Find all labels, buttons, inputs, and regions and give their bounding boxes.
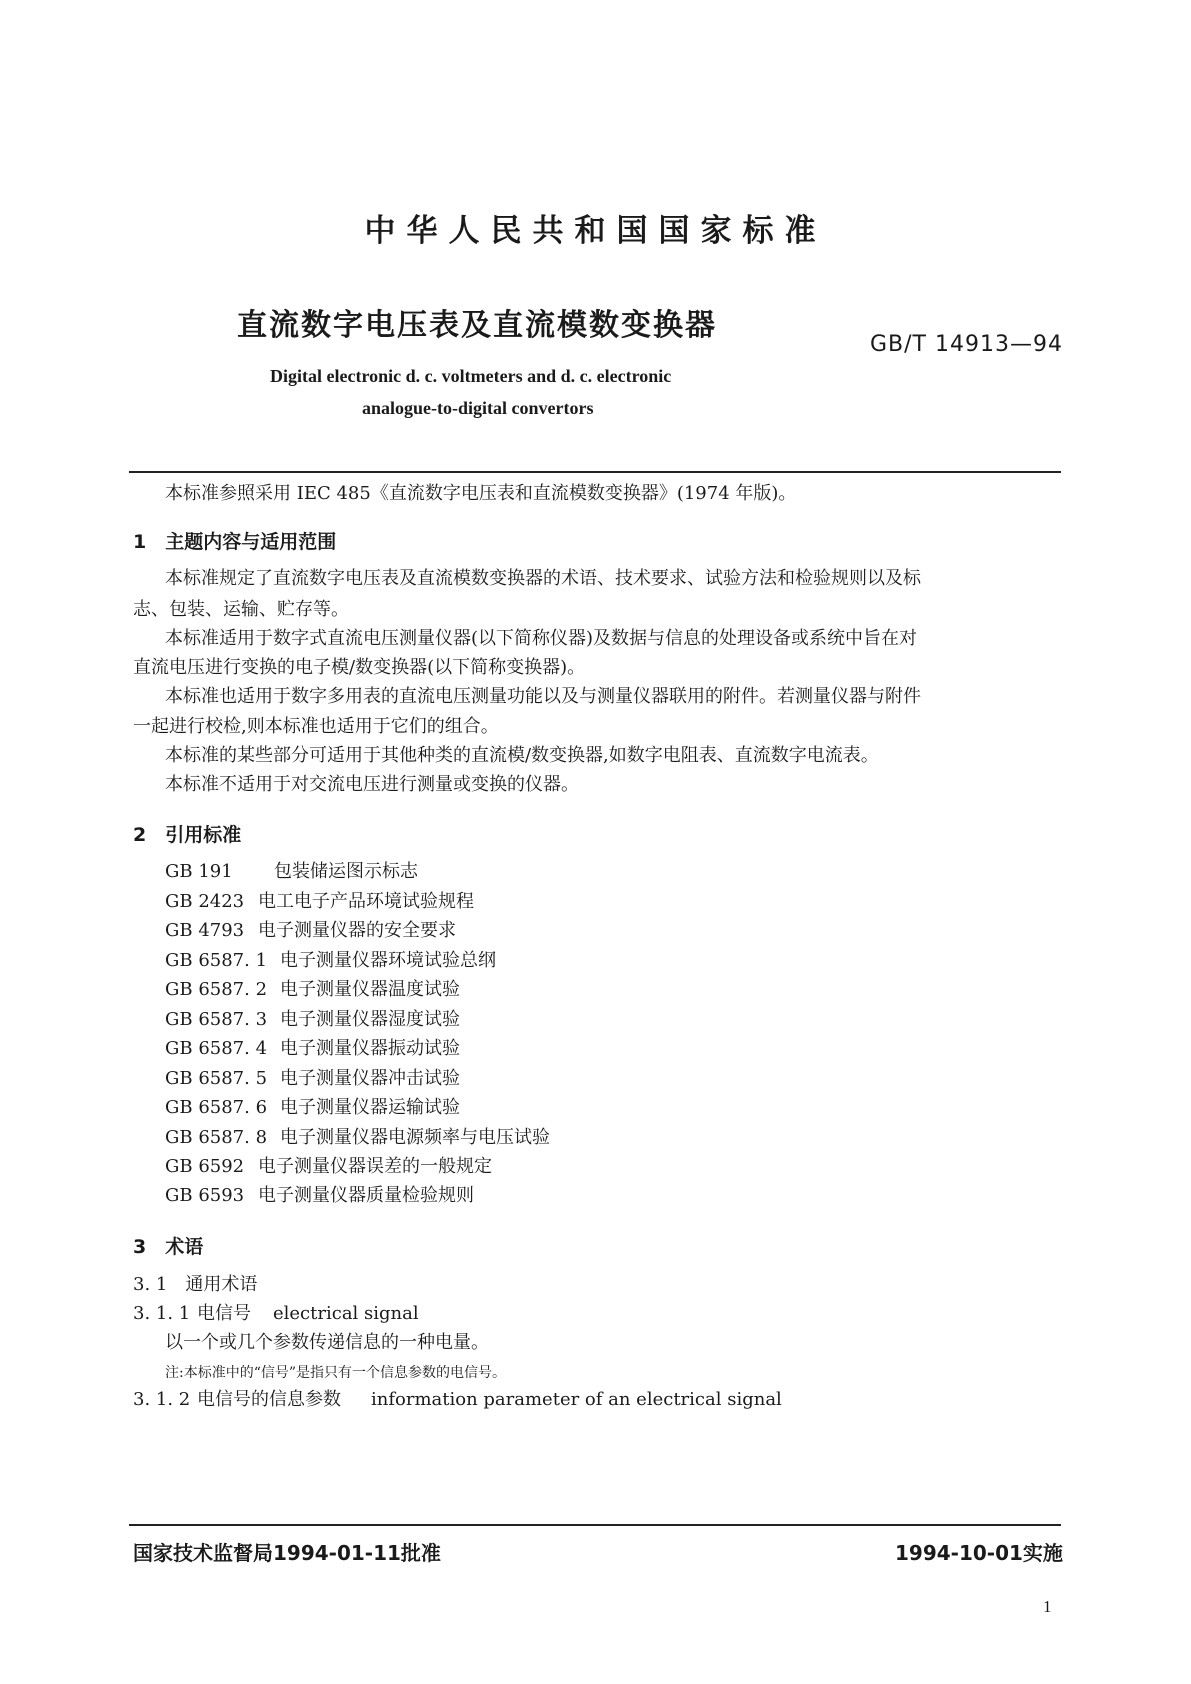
- header-divider: [129, 471, 1061, 473]
- reference-title: 电子测量仪器运输试验: [280, 1097, 460, 1118]
- reference-code: GB 6587. 6: [165, 1097, 268, 1118]
- reference-item: [165, 1187, 474, 1205]
- term-number: 3. 1. 1: [133, 1303, 191, 1324]
- reference-code: GB 6587. 8: [165, 1127, 268, 1148]
- english-title-line-1: Digital electronic d. c. voltmeters and d. c. electronic: [270, 366, 672, 386]
- english-title-line-2: analogue-to-digital convertors: [362, 398, 594, 418]
- reference-item: [165, 1158, 492, 1176]
- reference-title: 电子测量仪器冲击试验: [280, 1068, 460, 1089]
- reference-code: GB 6587. 5: [165, 1068, 268, 1089]
- term-3-1-1-definition: 以一个或几个参数传递信息的一种电量。: [165, 1332, 489, 1353]
- term-english: electrical signal: [273, 1303, 419, 1324]
- reference-code: GB 6587. 1: [165, 950, 268, 971]
- reference-item: [165, 922, 456, 940]
- reference-title: 包装储运图示标志: [274, 861, 418, 882]
- subsection-3-1-heading: 3. 1 通用术语: [133, 1274, 258, 1295]
- reference-item: [165, 863, 418, 881]
- reference-code: GB 6593: [165, 1185, 245, 1206]
- standard-label: 中华人民共和国国家标准: [364, 213, 827, 249]
- reference-title: 电子测量仪器温度试验: [280, 979, 460, 1000]
- term-chinese: 电信号的信息参数: [197, 1389, 341, 1410]
- section-3-heading: 3 术语: [133, 1236, 204, 1258]
- approval-statement: 国家技术监督局1994-01-11批准: [133, 1541, 441, 1565]
- section-1-p2-line2: 直流电压进行变换的电子模/数变换器(以下简称变换器)。: [133, 657, 586, 678]
- reference-code: GB 4793: [165, 920, 245, 941]
- reference-item: [165, 893, 474, 911]
- term-number: 3. 1. 2: [133, 1389, 191, 1410]
- document-title: 直流数字电压表及直流模数变换器: [237, 308, 717, 343]
- term-3-1-1-note: 注:本标准中的“信号”是指只有一个信息参数的电信号。: [165, 1365, 507, 1381]
- section-1-p2-line1: 本标准适用于数字式直流电压测量仪器(以下简称仪器)及数据与信息的处理设备或系统中旨在对: [165, 628, 918, 649]
- reference-title: 电子测量仪器误差的一般规定: [258, 1156, 492, 1177]
- reference-title: 电子测量仪器环境试验总纲: [280, 950, 496, 971]
- section-1-p3-line2: 一起进行校检,则本标准也适用于它们的组合。: [133, 716, 499, 737]
- section-1-p5: 本标准不适用于对交流电压进行测量或变换的仪器。: [165, 774, 579, 795]
- term-3-1-1: [133, 1305, 419, 1323]
- reference-item: [165, 1099, 460, 1117]
- reference-code: GB 2423: [165, 891, 245, 912]
- section-1-p1-line2: 志、包装、运输、贮存等。: [133, 599, 349, 620]
- reference-title: 电子测量仪器的安全要求: [258, 920, 456, 941]
- reference-code: GB 6587. 3: [165, 1009, 268, 1030]
- reference-title: 电子测量仪器振动试验: [280, 1038, 460, 1059]
- reference-item: [165, 1011, 460, 1029]
- reference-item: [165, 1129, 550, 1147]
- reference-item: [165, 1070, 460, 1088]
- section-1-p4: 本标准的某些部分可适用于其他种类的直流模/数变换器,如数字电阻表、直流数字电流表。: [165, 745, 879, 766]
- reference-title: 电子测量仪器湿度试验: [280, 1009, 460, 1030]
- reference-code: GB 6587. 2: [165, 979, 268, 1000]
- page-number: 1: [1043, 1597, 1052, 1616]
- term-chinese: 电信号: [197, 1303, 251, 1324]
- reference-item: [165, 981, 460, 999]
- reference-item: [165, 1040, 460, 1058]
- reference-code: GB 6592: [165, 1156, 245, 1177]
- intro-paragraph: 本标准参照采用 IEC 485《直流数字电压表和直流模数变换器》(1974 年版)。: [165, 483, 797, 504]
- reference-title: 电工电子产品环境试验规程: [258, 891, 474, 912]
- reference-item: [165, 952, 496, 970]
- footer-divider: [129, 1524, 1061, 1526]
- reference-code: GB 6587. 4: [165, 1038, 268, 1059]
- effective-date: 1994-10-01实施: [895, 1541, 1063, 1565]
- term-3-1-2: [133, 1391, 782, 1409]
- term-english: information parameter of an electrical signal: [371, 1389, 782, 1410]
- section-1-p1-line1: 本标准规定了直流数字电压表及直流模数变换器的术语、技术要求、试验方法和检验规则以及标: [165, 568, 921, 589]
- section-2-heading: 2 引用标准: [133, 824, 242, 846]
- reference-title: 电子测量仪器电源频率与电压试验: [280, 1127, 550, 1148]
- section-1-p3-line1: 本标准也适用于数字多用表的直流电压测量功能以及与测量仪器联用的附件。若测量仪器与附件: [165, 686, 921, 707]
- standard-code: GB/T 14913—94: [870, 332, 1063, 357]
- reference-title: 电子测量仪器质量检验规则: [258, 1185, 474, 1206]
- reference-code: GB 191: [165, 861, 233, 882]
- section-1-heading: 1 主题内容与适用范围: [133, 531, 337, 553]
